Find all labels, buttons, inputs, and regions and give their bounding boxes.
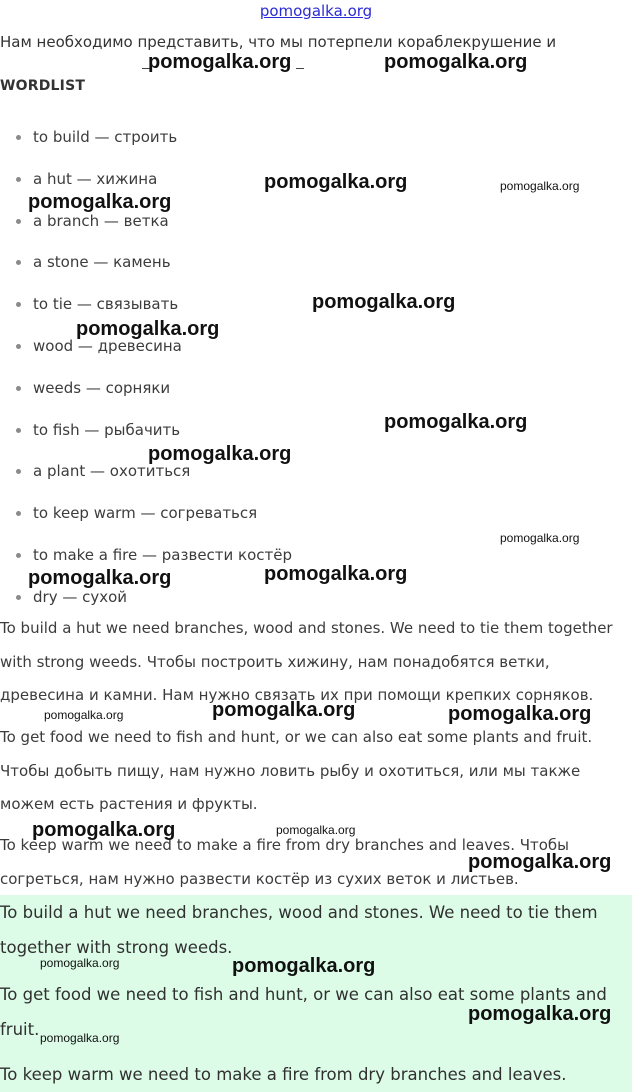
- list-item-text: dry — сухой: [33, 587, 128, 606]
- watermark: pomogalka.org: [384, 51, 528, 73]
- watermark: pomogalka.org: [448, 703, 592, 725]
- bullet-icon: [16, 553, 21, 558]
- list-item-text: to keep warm — согреваться: [33, 504, 258, 523]
- watermark: pomogalka.org: [264, 563, 408, 585]
- dash-mark: [296, 68, 304, 69]
- list-item-text: a plant — охотиться: [33, 462, 191, 481]
- bullet-icon: [16, 511, 21, 516]
- bullet-icon: [16, 386, 21, 391]
- answer-box: [0, 895, 632, 1092]
- list-item-text: to make a fire — развести костёр: [33, 545, 293, 564]
- bullet-icon: [16, 469, 21, 474]
- bullet-icon: [16, 260, 21, 265]
- watermark: pomogalka.org: [148, 443, 292, 465]
- list-item-text: a hut — хижина: [33, 169, 158, 188]
- watermark: pomogalka.org: [40, 1031, 120, 1045]
- list-item-text: to tie — связывать: [33, 295, 179, 314]
- watermark: pomogalka.org: [76, 318, 220, 340]
- bullet-icon: [16, 219, 21, 224]
- watermark: pomogalka.org: [232, 955, 376, 977]
- watermark: pomogalka.org: [384, 411, 528, 433]
- list-item: [0, 245, 292, 287]
- watermark: pomogalka.org: [28, 191, 172, 213]
- watermark: pomogalka.org: [276, 823, 356, 837]
- watermark: pomogalka.org: [500, 179, 580, 193]
- paragraph-food: To get food we need to fish and hunt, or we can also eat some plants and fruit. Чтобы добыть пищу, нам нужно ловить рыбу и охотиться, или мы также можем есть растения и фрукты.: [0, 728, 593, 813]
- answer-line-food: To get food we need to fish and hunt, or we can also eat some plants and fruit.: [0, 985, 607, 1039]
- watermark: pomogalka.org: [500, 531, 580, 545]
- list-item-text: a branch — ветка: [33, 211, 169, 230]
- watermark: pomogalka.org: [32, 819, 176, 841]
- bullet-icon: [16, 177, 21, 182]
- wordlist-heading: WORDLIST: [0, 78, 86, 94]
- paragraph-warm: To keep warm we need to make a fire from dry branches and leaves. Чтобы согреться, нам нужно развести костёр из сухих веток и листьев.: [0, 836, 570, 888]
- list-item-text: weeds — сорняки: [33, 378, 171, 397]
- watermark: pomogalka.org: [468, 1003, 612, 1025]
- watermark: pomogalka.org: [148, 51, 292, 73]
- site-link[interactable]: pomogalka.org: [259, 2, 373, 20]
- list-item-text: to build — строить: [33, 128, 178, 146]
- bullet-icon: [16, 344, 21, 349]
- watermark: pomogalka.org: [264, 171, 408, 193]
- bullet-icon: [16, 428, 21, 433]
- list-item: [0, 371, 292, 413]
- watermark: pomogalka.org: [312, 291, 456, 313]
- bullet-icon: [16, 135, 21, 140]
- intro-text: Нам необходимо представить, что мы потерпели кораблекрушение и: [0, 33, 557, 51]
- list-item: [0, 120, 292, 162]
- bullet-icon: [16, 302, 21, 307]
- watermark: pomogalka.org: [44, 708, 124, 722]
- answer-line-warm: To keep warm we need to make a fire from dry branches and leaves.: [0, 1065, 567, 1084]
- answer-line-hut: To build a hut we need branches, wood and stones. We need to tie them together with strong weeds.: [0, 903, 598, 957]
- bullet-icon: [16, 595, 21, 600]
- list-item-text: to fish — рыбачить: [33, 420, 181, 439]
- watermark: pomogalka.org: [212, 699, 356, 721]
- watermark: pomogalka.org: [40, 956, 120, 970]
- list-item-text: wood — древесина: [33, 336, 182, 355]
- watermark: pomogalka.org: [468, 851, 612, 873]
- list-item-text: a stone — камень: [33, 253, 171, 272]
- list-item: [0, 496, 292, 538]
- paragraph-hut: To build a hut we need branches, wood and stones. We need to tie them together with strong weeds. Чтобы построить хижину, нам понадобятся ветки, древесина и камни. Нам нужно связать их при помощи крепких сорняков.: [0, 619, 613, 704]
- watermark: pomogalka.org: [28, 567, 172, 589]
